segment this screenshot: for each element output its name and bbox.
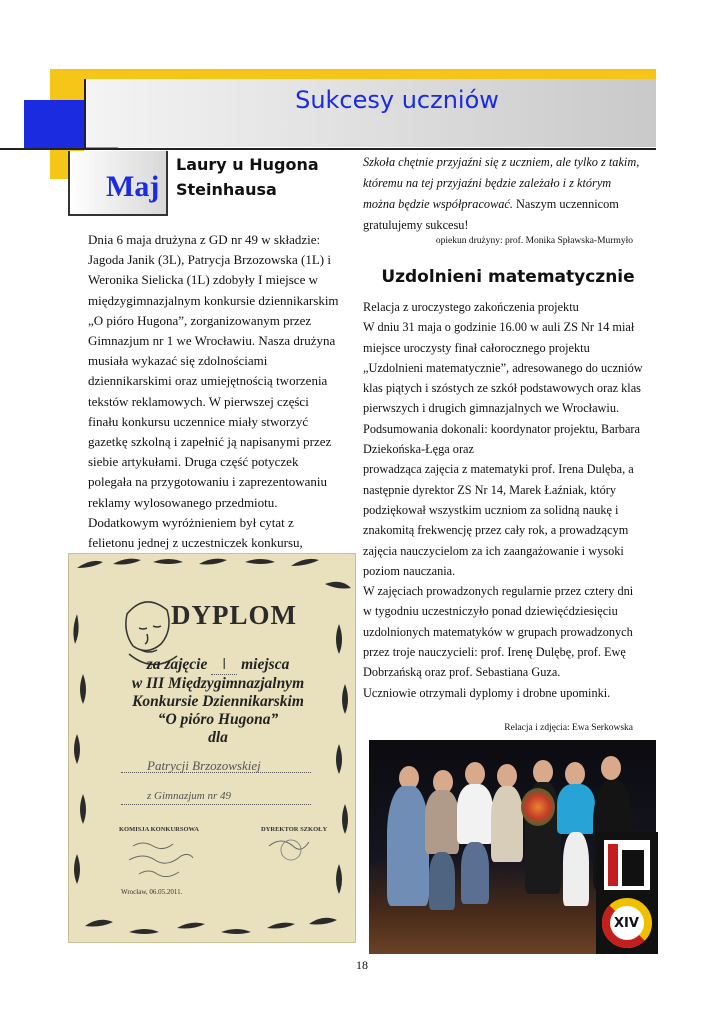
diploma-school: z Gimnazjum nr 49 — [147, 790, 232, 802]
diploma-subtitle: za zajęcie I miejsca w III Międzygimnazjalnym Konkursie Dziennikarskim “O pióro Hugona” dla — [131, 656, 305, 746]
diploma-committee-label: KOMISJA KONKURSOWA — [119, 826, 199, 833]
header-horizontal-rule — [0, 148, 656, 150]
page-title: Sukcesy uczniów — [295, 86, 499, 114]
article-heading-right: Uzdolnieni matematycznie — [381, 267, 635, 287]
article-body-left: Dnia 6 maja drużyna z GD nr 49 w składzie: Jagoda Janik (3L), Patrycja Brzozowska (1L) i Weronika Sielicka (1L) zdobyły I miejsce w międzygimnazjalnym konkursie dziennikarskim „O pióro Hugona”, zorganizowanym przez Gimnazjum nr 1 we Wrocławiu. Nasza drużyna musiała wykazać się zdolnościami dziennikarskimi oraz umiejętnością tworzenia tekstów reklamowych. W pierwszej części finału konkursu uczennice miały stworzyć gazetkę szkolną i zapełnić ją napisanymi przez siebie artykułami. Druga część potyczek polegała na przygotowaniu i zaprezentowaniu reklamy wylosowanego przedmiotu. Dodatkowym wyróżnieniem był cytat z felietonu jednej z uczestniczek konkursu, — [88, 232, 339, 551]
quote-rest: Naszym uczennicom gratulujemy sukcesu! — [363, 197, 619, 232]
header-yellow-bar — [68, 69, 656, 79]
diploma-signatures — [69, 554, 356, 943]
month-label: Maj — [106, 170, 160, 203]
article-heading-left: Laury u Hugona Steinhausa — [176, 155, 319, 199]
quote-paragraph — [363, 152, 645, 236]
page-number: 18 — [356, 958, 368, 972]
school-logo-text: XIV — [614, 916, 639, 931]
school-logo — [596, 832, 658, 954]
team-supervisor-signature: opiekun drużyny: prof. Monika Spławska-Murmyło — [435, 236, 633, 246]
article-body-right — [363, 297, 645, 703]
paragraph: Uczniowie otrzymali dyplomy i drobne upominki. — [363, 685, 611, 700]
diploma-date: Wrocław, 06.05.2011. — [121, 888, 183, 896]
paragraph: Relacja z uroczystego zakończenia projektu — [363, 300, 579, 314]
diploma-director-label: DYREKTOR SZKOŁY — [261, 826, 328, 833]
diploma-title: DYPLOM — [171, 600, 297, 630]
diploma-image — [68, 553, 356, 943]
paragraph: W zajęciach prowadzonych regularnie przez cztery dni w tygodniu uczestniczyło ponad dziewięćdziesięciu uzdolnionych matematyków w grupach prowadzonych przez troje nauczycieli: prof. Irenę Dulębę, prof. Ewę Dobrzańską oraz prof. Sebastiana Guza. — [363, 584, 634, 680]
photo-credit: Relacja i zdjęcia: Ewa Serkowska — [504, 723, 633, 733]
paragraph: prowadząca zajęcia z matematyki prof. Irena Dulęba, a następnie dyrektor ZS Nr 14, Marek Łaźniak, który podziękował wszystkim uczniom za solidną naukę i znakomitą frekwencję przez cały rok, a prowadzącym zajęcia nauczycielom za ich zaangażowanie i wysoki poziom nauczania. — [363, 462, 634, 578]
paragraph: W dniu 31 maja o godzinie 16.00 w auli ZS Nr 14 miał miejsce uroczysty finał całorocznego projektu „Uzdolnieni matematycznie”, adresowanego do uczniów klas piątych i szóstych ze szkół podstawowych oraz klas pierwszych i drugich gimnazjalnych we Wrocławiu. Podsumowania dokonali: koordynator projektu, Barbara Dziekońska-Łęga oraz — [363, 320, 643, 457]
diploma-recipient: Patrycji Brzozowskiej — [147, 758, 261, 773]
quote-italic: Szkoła chętnie przyjaźni się z uczniem, ale tylko z takim, któremu na tej przyjaźni będzie zależało i z którym można będzie współpracować. — [363, 155, 640, 211]
header-blue-square — [24, 100, 86, 149]
